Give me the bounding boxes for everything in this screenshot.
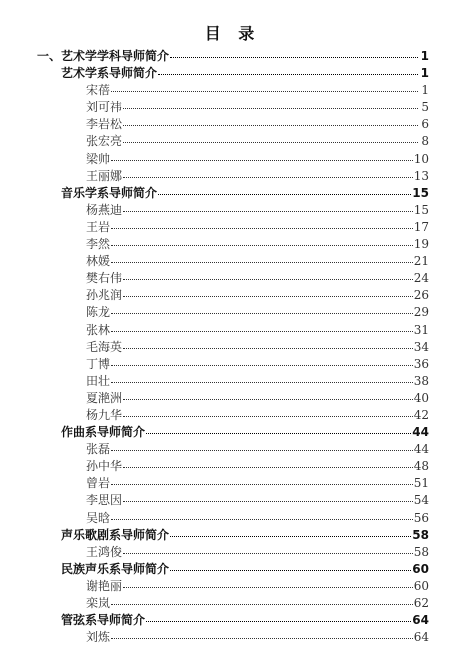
toc-item-entry[interactable]: [0, 458, 465, 475]
toc-entry-label: 管弦系导师简介: [61, 613, 146, 628]
dot-leader: [123, 138, 418, 143]
toc-item-entry[interactable]: [0, 492, 465, 509]
dot-leader: [123, 121, 418, 126]
toc-entry-label: 音乐学系导师简介: [61, 185, 158, 200]
toc-section-entry[interactable]: [0, 65, 465, 82]
toc-entry-page-number: 26: [413, 288, 429, 303]
toc-entry-label: 张磊: [86, 442, 111, 457]
toc-entry-page-number: 54: [413, 493, 429, 508]
toc-entry-page-number: 60: [412, 561, 429, 576]
toc-entry-page-number: 60: [413, 578, 429, 593]
toc-item-entry[interactable]: [0, 407, 465, 424]
toc-item-entry[interactable]: [0, 270, 465, 287]
dot-leader: [170, 53, 418, 58]
toc-entry-page-number: 56: [413, 510, 429, 525]
toc-entry-label: 一、艺术学学科导师简介: [37, 49, 170, 63]
dot-leader: [111, 378, 413, 383]
toc-entry-page-number: 51: [413, 476, 429, 491]
dot-leader: [123, 207, 413, 212]
toc-item-entry[interactable]: [0, 99, 465, 116]
toc-section-entry[interactable]: [0, 612, 465, 629]
toc-entry-label: 丁博: [86, 356, 111, 371]
toc-item-entry[interactable]: [0, 219, 465, 236]
dot-leader: [170, 532, 411, 537]
dot-leader: [158, 70, 418, 75]
toc-entry-label: 声乐歌剧系导师简介: [61, 527, 170, 542]
toc-entry-label: 樊右伟: [86, 271, 123, 286]
toc-entry-label: 民族声乐系导师简介: [61, 561, 170, 576]
toc-item-entry[interactable]: [0, 544, 465, 561]
toc-section-entry[interactable]: [0, 185, 465, 202]
dot-leader: [111, 258, 413, 263]
dot-leader: [111, 515, 413, 520]
dot-leader: [111, 361, 413, 366]
toc-entry-page-number: 8: [421, 134, 429, 149]
toc-entry-page-number: 38: [413, 373, 429, 388]
toc-entry-label: 李岩松: [86, 117, 123, 132]
toc-entry-page-number: 44: [412, 425, 429, 440]
toc-entry-label: 栾岚: [86, 596, 111, 610]
toc-item-entry[interactable]: [0, 373, 465, 390]
dot-leader: [123, 292, 413, 297]
dot-leader: [111, 87, 418, 92]
dot-leader: [111, 634, 413, 639]
toc-item-entry[interactable]: [0, 304, 465, 321]
toc-entry-label: 作曲系导师简介: [61, 425, 146, 440]
dot-leader: [123, 395, 413, 400]
toc-entry-page-number: 44: [413, 442, 429, 457]
toc-entry-label: 杨燕迪: [86, 202, 123, 217]
toc-entry-label: 艺术学系导师简介: [61, 66, 158, 81]
toc-entry-page-number: 15: [412, 185, 429, 200]
dot-leader: [111, 480, 413, 485]
toc-entry-page-number: 10: [413, 151, 429, 166]
dot-leader: [123, 463, 413, 468]
toc-entries: [0, 48, 465, 646]
dot-leader: [111, 309, 413, 314]
toc-section-entry[interactable]: [0, 424, 465, 441]
dot-leader: [158, 190, 411, 195]
toc-entry-page-number: 17: [413, 219, 429, 234]
toc-entry-page-number: 64: [413, 630, 429, 645]
toc-entry-label: 夏滟洲: [86, 390, 123, 405]
toc-item-entry[interactable]: [0, 82, 465, 99]
dot-leader: [123, 173, 413, 178]
toc-entry-page-number: 36: [413, 356, 429, 371]
toc-entry-page-number: 1: [420, 49, 429, 63]
dot-leader: [111, 327, 413, 332]
toc-item-entry[interactable]: [0, 202, 465, 219]
toc-entry-page-number: 31: [413, 322, 429, 337]
dot-leader: [123, 412, 413, 417]
toc-entry-label: 杨九华: [86, 407, 123, 422]
toc-entry-page-number: 64: [412, 613, 429, 628]
toc-entry-label: 谢艳丽: [86, 578, 123, 593]
toc-entry-label: 宋蓓: [86, 83, 111, 98]
toc-item-entry[interactable]: [0, 151, 465, 168]
dot-leader: [123, 549, 413, 554]
toc-entry-page-number: 62: [413, 596, 429, 610]
dot-leader: [123, 583, 413, 588]
toc-entry-label: 刘炼: [86, 630, 111, 645]
toc-entry-page-number: 13: [413, 168, 429, 183]
toc-item-entry[interactable]: [0, 356, 465, 373]
dot-leader: [111, 600, 413, 605]
toc-entry-page-number: 42: [413, 407, 429, 422]
dot-leader: [146, 429, 411, 434]
toc-item-entry[interactable]: [0, 236, 465, 253]
dot-leader: [123, 275, 413, 280]
toc-entry-label: 王丽娜: [86, 168, 123, 183]
toc-entry-label: 李然: [86, 237, 111, 252]
toc-item-entry[interactable]: [0, 475, 465, 492]
toc-item-entry[interactable]: [0, 339, 465, 356]
toc-entry-page-number: 5: [421, 100, 429, 115]
toc-item-entry[interactable]: [0, 595, 465, 612]
toc-entry-label: 曾岩: [86, 476, 111, 491]
toc-entry-label: 田壮: [86, 373, 111, 388]
dot-leader: [111, 446, 413, 451]
toc-entry-label: 刘可祎: [86, 100, 123, 115]
toc-entry-page-number: 15: [413, 202, 429, 217]
toc-part-entry[interactable]: [0, 48, 465, 65]
toc-entry-label: 孙中华: [86, 459, 123, 474]
toc-entry-page-number: 6: [421, 117, 429, 132]
toc-item-entry[interactable]: [0, 116, 465, 133]
toc-entry-label: 王鸿俊: [86, 544, 123, 559]
toc-entry-page-number: 1: [420, 66, 429, 81]
toc-entry-label: 林媛: [86, 254, 111, 269]
toc-entry-page-number: 40: [413, 390, 429, 405]
toc-entry-page-number: 1: [421, 83, 429, 98]
toc-entry-page-number: 48: [413, 459, 429, 474]
dot-leader: [111, 156, 413, 161]
toc-entry-page-number: 29: [413, 305, 429, 320]
toc-section-entry[interactable]: [0, 527, 465, 544]
toc-entry-page-number: 21: [413, 254, 429, 269]
dot-leader: [170, 566, 411, 571]
toc-item-entry[interactable]: [0, 510, 465, 527]
toc-entry-page-number: 34: [413, 339, 429, 354]
dot-leader: [123, 344, 413, 349]
toc-entry-label: 毛海英: [86, 339, 123, 354]
toc-entry-page-number: 58: [412, 527, 429, 542]
toc-item-entry[interactable]: [0, 578, 465, 595]
toc-item-entry[interactable]: [0, 322, 465, 339]
toc-entry-page-number: 58: [413, 544, 429, 559]
toc-entry-page-number: 19: [413, 237, 429, 252]
toc-entry-label: 王岩: [86, 219, 111, 234]
toc-entry-label: 李思因: [86, 493, 123, 508]
toc-title: 目 录: [204, 24, 261, 43]
toc-item-entry[interactable]: [0, 629, 465, 646]
toc-item-entry[interactable]: [0, 253, 465, 270]
dot-leader: [111, 241, 413, 246]
toc-item-entry[interactable]: [0, 133, 465, 150]
dot-leader: [146, 617, 411, 622]
toc-entry-label: 陈龙: [86, 305, 111, 320]
dot-leader: [123, 104, 418, 109]
toc-item-entry[interactable]: [0, 287, 465, 304]
toc-entry-label: 孙兆润: [86, 288, 123, 303]
toc-entry-label: 张宏亮: [86, 134, 123, 149]
toc-item-entry[interactable]: [0, 390, 465, 407]
toc-entry-label: 张林: [86, 322, 111, 337]
dot-leader: [111, 224, 413, 229]
dot-leader: [123, 497, 413, 502]
toc-item-entry[interactable]: [0, 168, 465, 185]
toc-entry-label: 梁帅: [86, 151, 111, 166]
toc-entry-page-number: 24: [413, 271, 429, 286]
toc-item-entry[interactable]: [0, 441, 465, 458]
toc-section-entry[interactable]: [0, 561, 465, 578]
toc-entry-label: 吴晗: [86, 510, 111, 525]
